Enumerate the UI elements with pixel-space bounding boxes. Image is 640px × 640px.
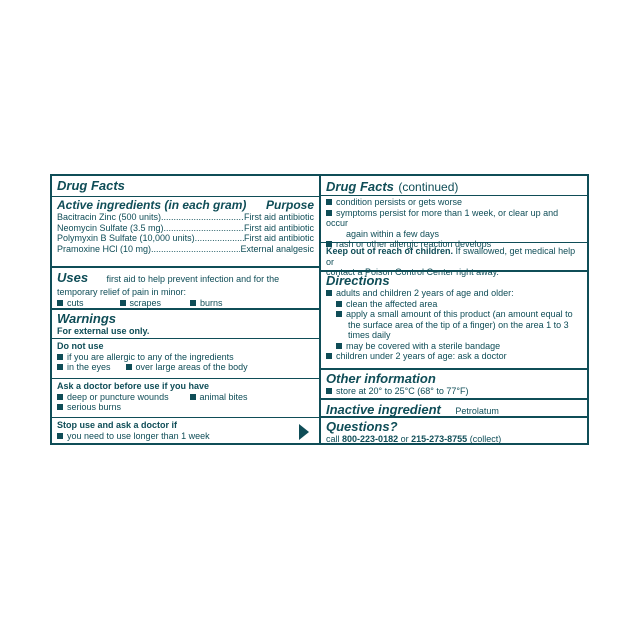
- directions-subitem-cont: times daily: [348, 330, 391, 340]
- do-not-use-item: in the eyes: [67, 362, 111, 372]
- drug-facts-title: Drug Facts: [57, 178, 125, 193]
- drug-facts-label: [50, 174, 589, 445]
- directions-heading: Directions: [326, 273, 390, 288]
- ingredient-row: Neomycin Sulfate (3.5 mg) ..... First aid antibiotic: [57, 223, 314, 234]
- inactive-ingredient-value: Petrolatum: [455, 406, 499, 416]
- stop-use-heading: Stop use and ask a doctor if: [57, 420, 178, 430]
- bullet-icon: [57, 433, 63, 439]
- do-not-use-heading: Do not use: [57, 341, 104, 351]
- stop-use-item-cont: again within a few days: [346, 228, 440, 239]
- ask-doctor-item: animal bites: [199, 391, 248, 402]
- keep-out-text: If swallowed, get medical help or: [326, 246, 576, 267]
- ask-doctor-heading: Ask a doctor before use if you have: [57, 381, 210, 391]
- stop-use-continued-section: [321, 195, 587, 249]
- directions-subitem: may be covered with a sterile bandage: [346, 340, 501, 351]
- continued-label: (continued): [398, 180, 459, 194]
- warnings-heading: Warnings: [57, 311, 116, 326]
- uses-text: first aid to help prevent infection and for the: [106, 274, 280, 284]
- bullet-icon: [336, 343, 342, 349]
- keep-out-section: [321, 242, 587, 277]
- purpose-heading: Purpose: [265, 198, 314, 212]
- ask-doctor-item: serious burns: [67, 402, 122, 412]
- uses-section: [52, 266, 319, 308]
- inactive-ingredient-heading: Inactive ingredient: [326, 402, 441, 417]
- do-not-use-item: over large areas of the body: [135, 362, 248, 372]
- drug-facts-title-section: [52, 178, 319, 193]
- ingredient-row: Bacitracin Zinc (500 units) ..... First aid antibiotic: [57, 212, 314, 223]
- left-column: [52, 176, 321, 443]
- bullet-icon: [336, 311, 342, 317]
- bullet-icon: [57, 354, 63, 360]
- drug-facts-title: Drug Facts: [326, 179, 394, 194]
- bullet-icon: [326, 290, 332, 296]
- bullet-icon: [326, 388, 332, 394]
- bullet-icon: [57, 364, 63, 370]
- stop-use-item: condition persists or gets worse: [336, 197, 463, 207]
- directions-item: children under 2 years of age: ask a doctor: [336, 351, 507, 361]
- active-ingredients-section: [52, 196, 319, 266]
- keep-out-heading: Keep out of reach of children.: [326, 246, 454, 256]
- ingredient-row: Pramoxine HCl (10 mg) ..... External analgesic: [57, 244, 314, 255]
- keep-out-text-cont: contact a Poison Control Center right away.: [326, 267, 499, 277]
- active-ingredients-heading: Active ingredients (in each gram): [57, 198, 247, 212]
- other-info-heading: Other information: [326, 371, 436, 386]
- directions-subitem: clean the affected area: [346, 298, 438, 309]
- external-use-text: For external use only.: [57, 326, 150, 336]
- right-column: [321, 176, 587, 443]
- bullet-icon: [190, 300, 196, 306]
- stop-use-item: symptoms persist for more than 1 week, or clear up and occur: [326, 207, 559, 228]
- bullet-icon: [57, 394, 63, 400]
- bullet-icon: [326, 353, 332, 359]
- phone-number: 800-223-0182: [342, 434, 399, 444]
- do-not-use-section: [52, 338, 319, 378]
- other-info-item: store at 20° to 25°C (68° to 77°F): [336, 386, 469, 396]
- ask-doctor-item: deep or puncture wounds: [67, 391, 169, 402]
- directions-item: adults and children 2 years of age and older:: [336, 288, 514, 298]
- stop-use-item: rash or other allergic reaction develops: [336, 239, 492, 249]
- stop-use-section: [52, 417, 319, 445]
- ingredient-row: Polymyxin B Sulfate (10,000 units) ..... First aid antibiotic: [57, 233, 314, 244]
- uses-item: cuts: [67, 297, 84, 308]
- questions-heading: Questions?: [326, 419, 398, 434]
- uses-text-cont: temporary relief of pain in minor:: [57, 287, 187, 297]
- bullet-icon: [57, 300, 63, 306]
- uses-item: burns: [200, 297, 223, 308]
- directions-subitem-cont: the surface area of the tip of a finger) on the area 1 to 3: [348, 319, 569, 330]
- warnings-heading-section: [52, 308, 319, 336]
- continue-arrow-icon: [299, 424, 309, 440]
- bullet-icon: [126, 364, 132, 370]
- bullet-icon: [326, 210, 332, 216]
- directions-section: [321, 270, 587, 368]
- other-info-section: [321, 368, 587, 398]
- ask-doctor-section: [52, 378, 319, 417]
- bullet-icon: [57, 404, 63, 410]
- bullet-icon: [326, 199, 332, 205]
- inactive-ingredient-section: [321, 398, 587, 416]
- uses-heading: Uses: [57, 270, 89, 285]
- drug-facts-continued-title-section: [321, 178, 587, 196]
- bullet-icon: [190, 394, 196, 400]
- directions-subitem: apply a small amount of this product (an amount equal to: [346, 309, 573, 319]
- uses-item: scrapes: [129, 297, 162, 308]
- phone-number: 215-273-8755: [411, 434, 468, 444]
- do-not-use-item: if you are allergic to any of the ingredients: [67, 351, 234, 362]
- bullet-icon: [336, 301, 342, 307]
- bullet-icon: [120, 300, 126, 306]
- questions-section: Questions? call 800-223-0182 or 215-273-8755 (collect): [321, 416, 587, 445]
- stop-use-item: you need to use longer than 1 week: [67, 430, 210, 441]
